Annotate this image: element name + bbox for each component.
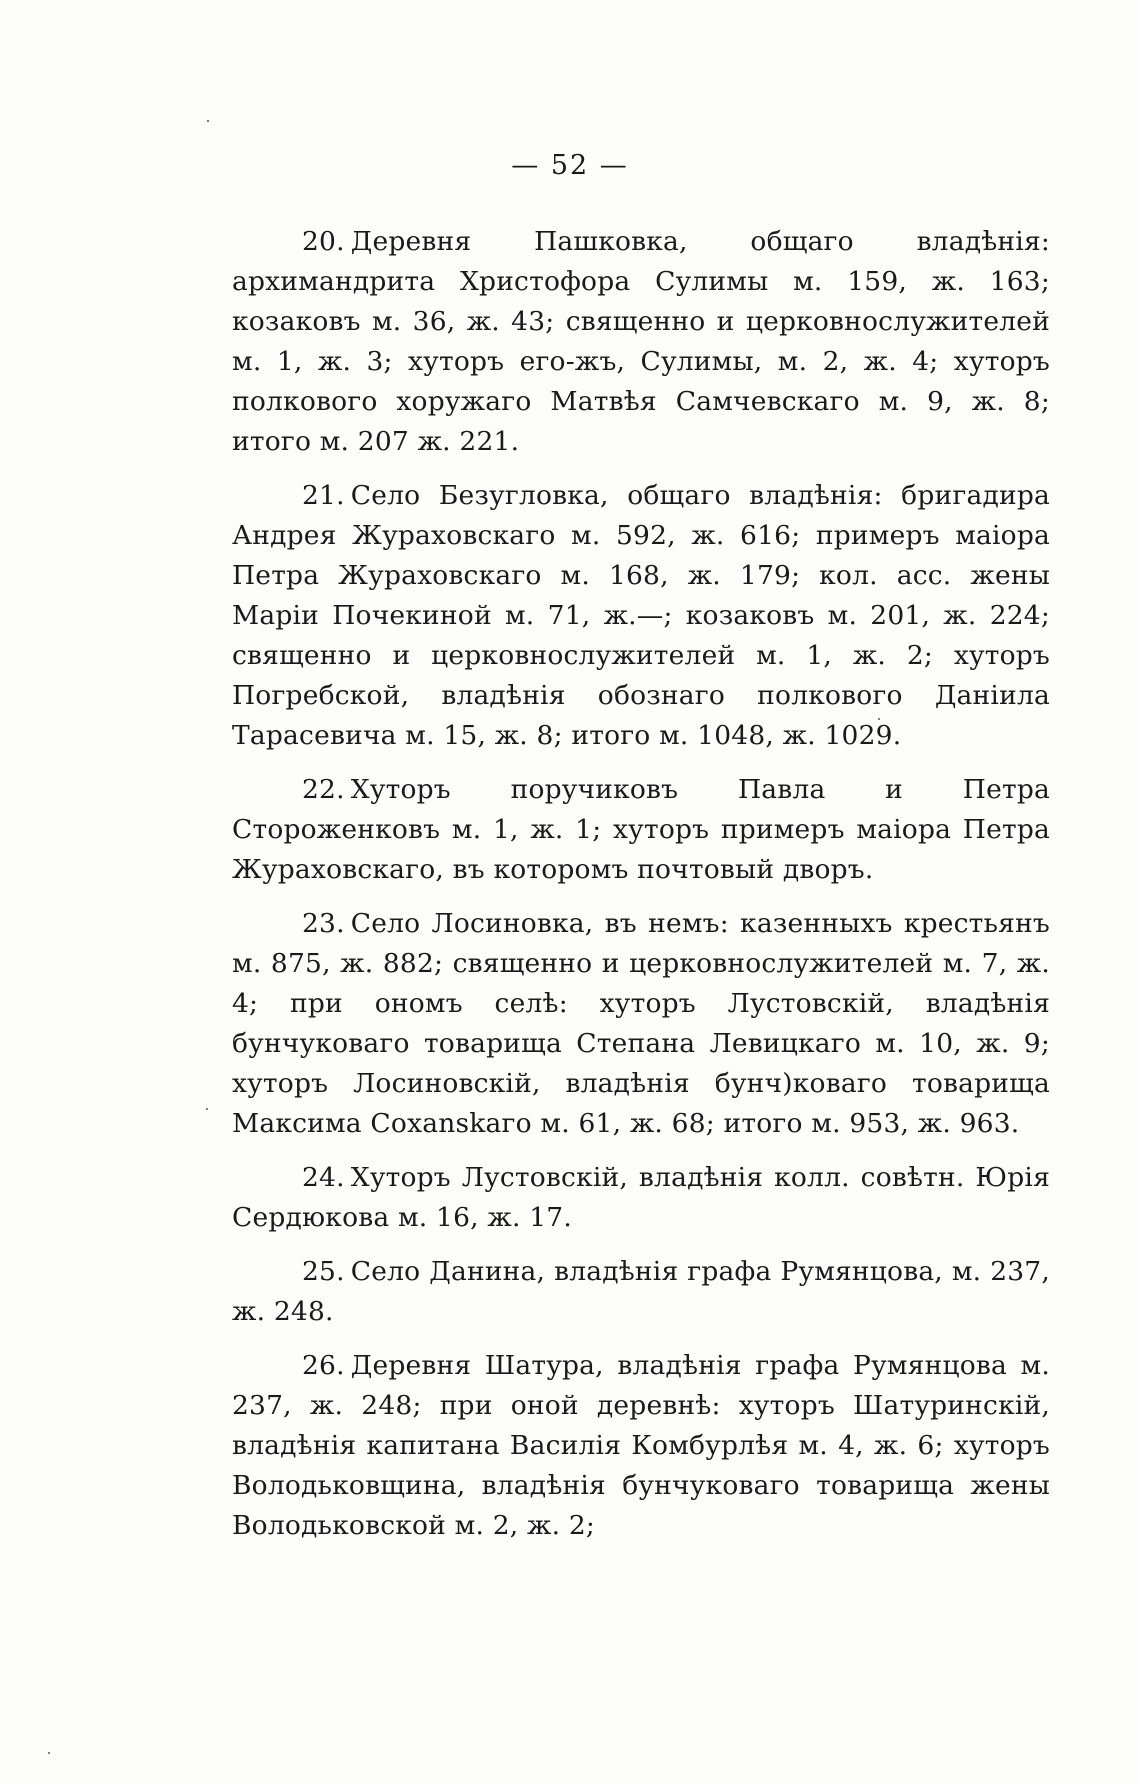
entry-text: Хуторъ Лустовскій, владѣнія колл. совѣтн. Юрія Сердюкова м. 16, ж. 17. <box>232 1162 1050 1233</box>
paragraph-25 <box>232 1252 1050 1332</box>
entry-number: 24. <box>302 1162 345 1193</box>
entry-text: Село Лосиновка, въ немъ: казенныхъ крестьянъ м. 875, ж. 882; священно и церковнослужителей м. 7, ж. 4; при ономъ селѣ: хуторъ Лустовскій, владѣнія бунчуковаго товарища Степана Левицкаго м. 10, ж. 9; хуторъ Лосиновскій, владѣнія бунч)коваго товарища Максима Сохanskаго м. 61, ж. 68; итого м. 953, ж. 963. <box>232 908 1050 1139</box>
entry-number: 23. <box>302 908 345 939</box>
entry-number: 20. <box>302 226 345 257</box>
scan-speck <box>206 1108 208 1110</box>
entry-number: 22. <box>302 774 345 805</box>
entry-number: 26. <box>302 1350 345 1381</box>
scan-speck <box>48 1752 50 1754</box>
paragraph-24 <box>232 1158 1050 1238</box>
page-body <box>232 222 1050 1560</box>
scan-speck <box>207 120 209 122</box>
entry-text: Хуторъ поручиковъ Павла и Петра Стороженковъ м. 1, ж. 1; хуторъ примеръ маіора Петра Жураховскаго, въ которомъ почтовый дворъ. <box>232 774 1050 885</box>
entry-number: 21. <box>302 480 345 511</box>
paragraph-21 <box>232 476 1050 756</box>
entry-text: Село Данина, владѣнія графа Румянцова, м. 237, ж. 248. <box>232 1256 1050 1327</box>
entry-number: 25. <box>302 1256 345 1287</box>
paragraph-22 <box>232 770 1050 890</box>
scan-speck <box>878 718 880 720</box>
paragraph-26 <box>232 1346 1050 1546</box>
entry-text: Село Безугловка, общаго владѣнія: бригадира Андрея Жураховскаго м. 592, ж. 616; примеръ маіора Петра Жураховскаго м. 168, ж. 179; кол. асс. жены Маріи Почекиной м. 71, ж.—; козаковъ м. 201, ж. 224; священно и церковнослужителей м. 1, ж. 2; хуторъ Погребской, владѣнія обознаго полкового Даніила Тарасевича м. 15, ж. 8; итого м. 1048, ж. 1029. <box>232 480 1050 751</box>
entry-text: Деревня Шатура, владѣнія графа Румянцова м. 237, ж. 248; при оной деревнѣ: хуторъ Шатуринскій, владѣнія капитана Василія Комбурлѣя м. 4, ж. 6; хуторъ Володьковщина, владѣнія бунчуковаго товарища жены Володьковской м. 2, ж. 2; <box>232 1350 1050 1541</box>
paragraph-20 <box>232 222 1050 462</box>
page-number: — 52 — <box>511 150 629 181</box>
entry-text: Деревня Пашковка, общаго владѣнія: архимандрита Христофора Сулимы м. 159, ж. 163; козаковъ м. 36, ж. 43; священно и церковнослужителей м. 1, ж. 3; хуторъ его-жъ, Сулимы, м. 2, ж. 4; хуторъ полкового хоружаго Матвѣя Самчевскаго м. 9, ж. 8; итого м. 207 ж. 221. <box>232 226 1050 457</box>
paragraph-23 <box>232 904 1050 1144</box>
